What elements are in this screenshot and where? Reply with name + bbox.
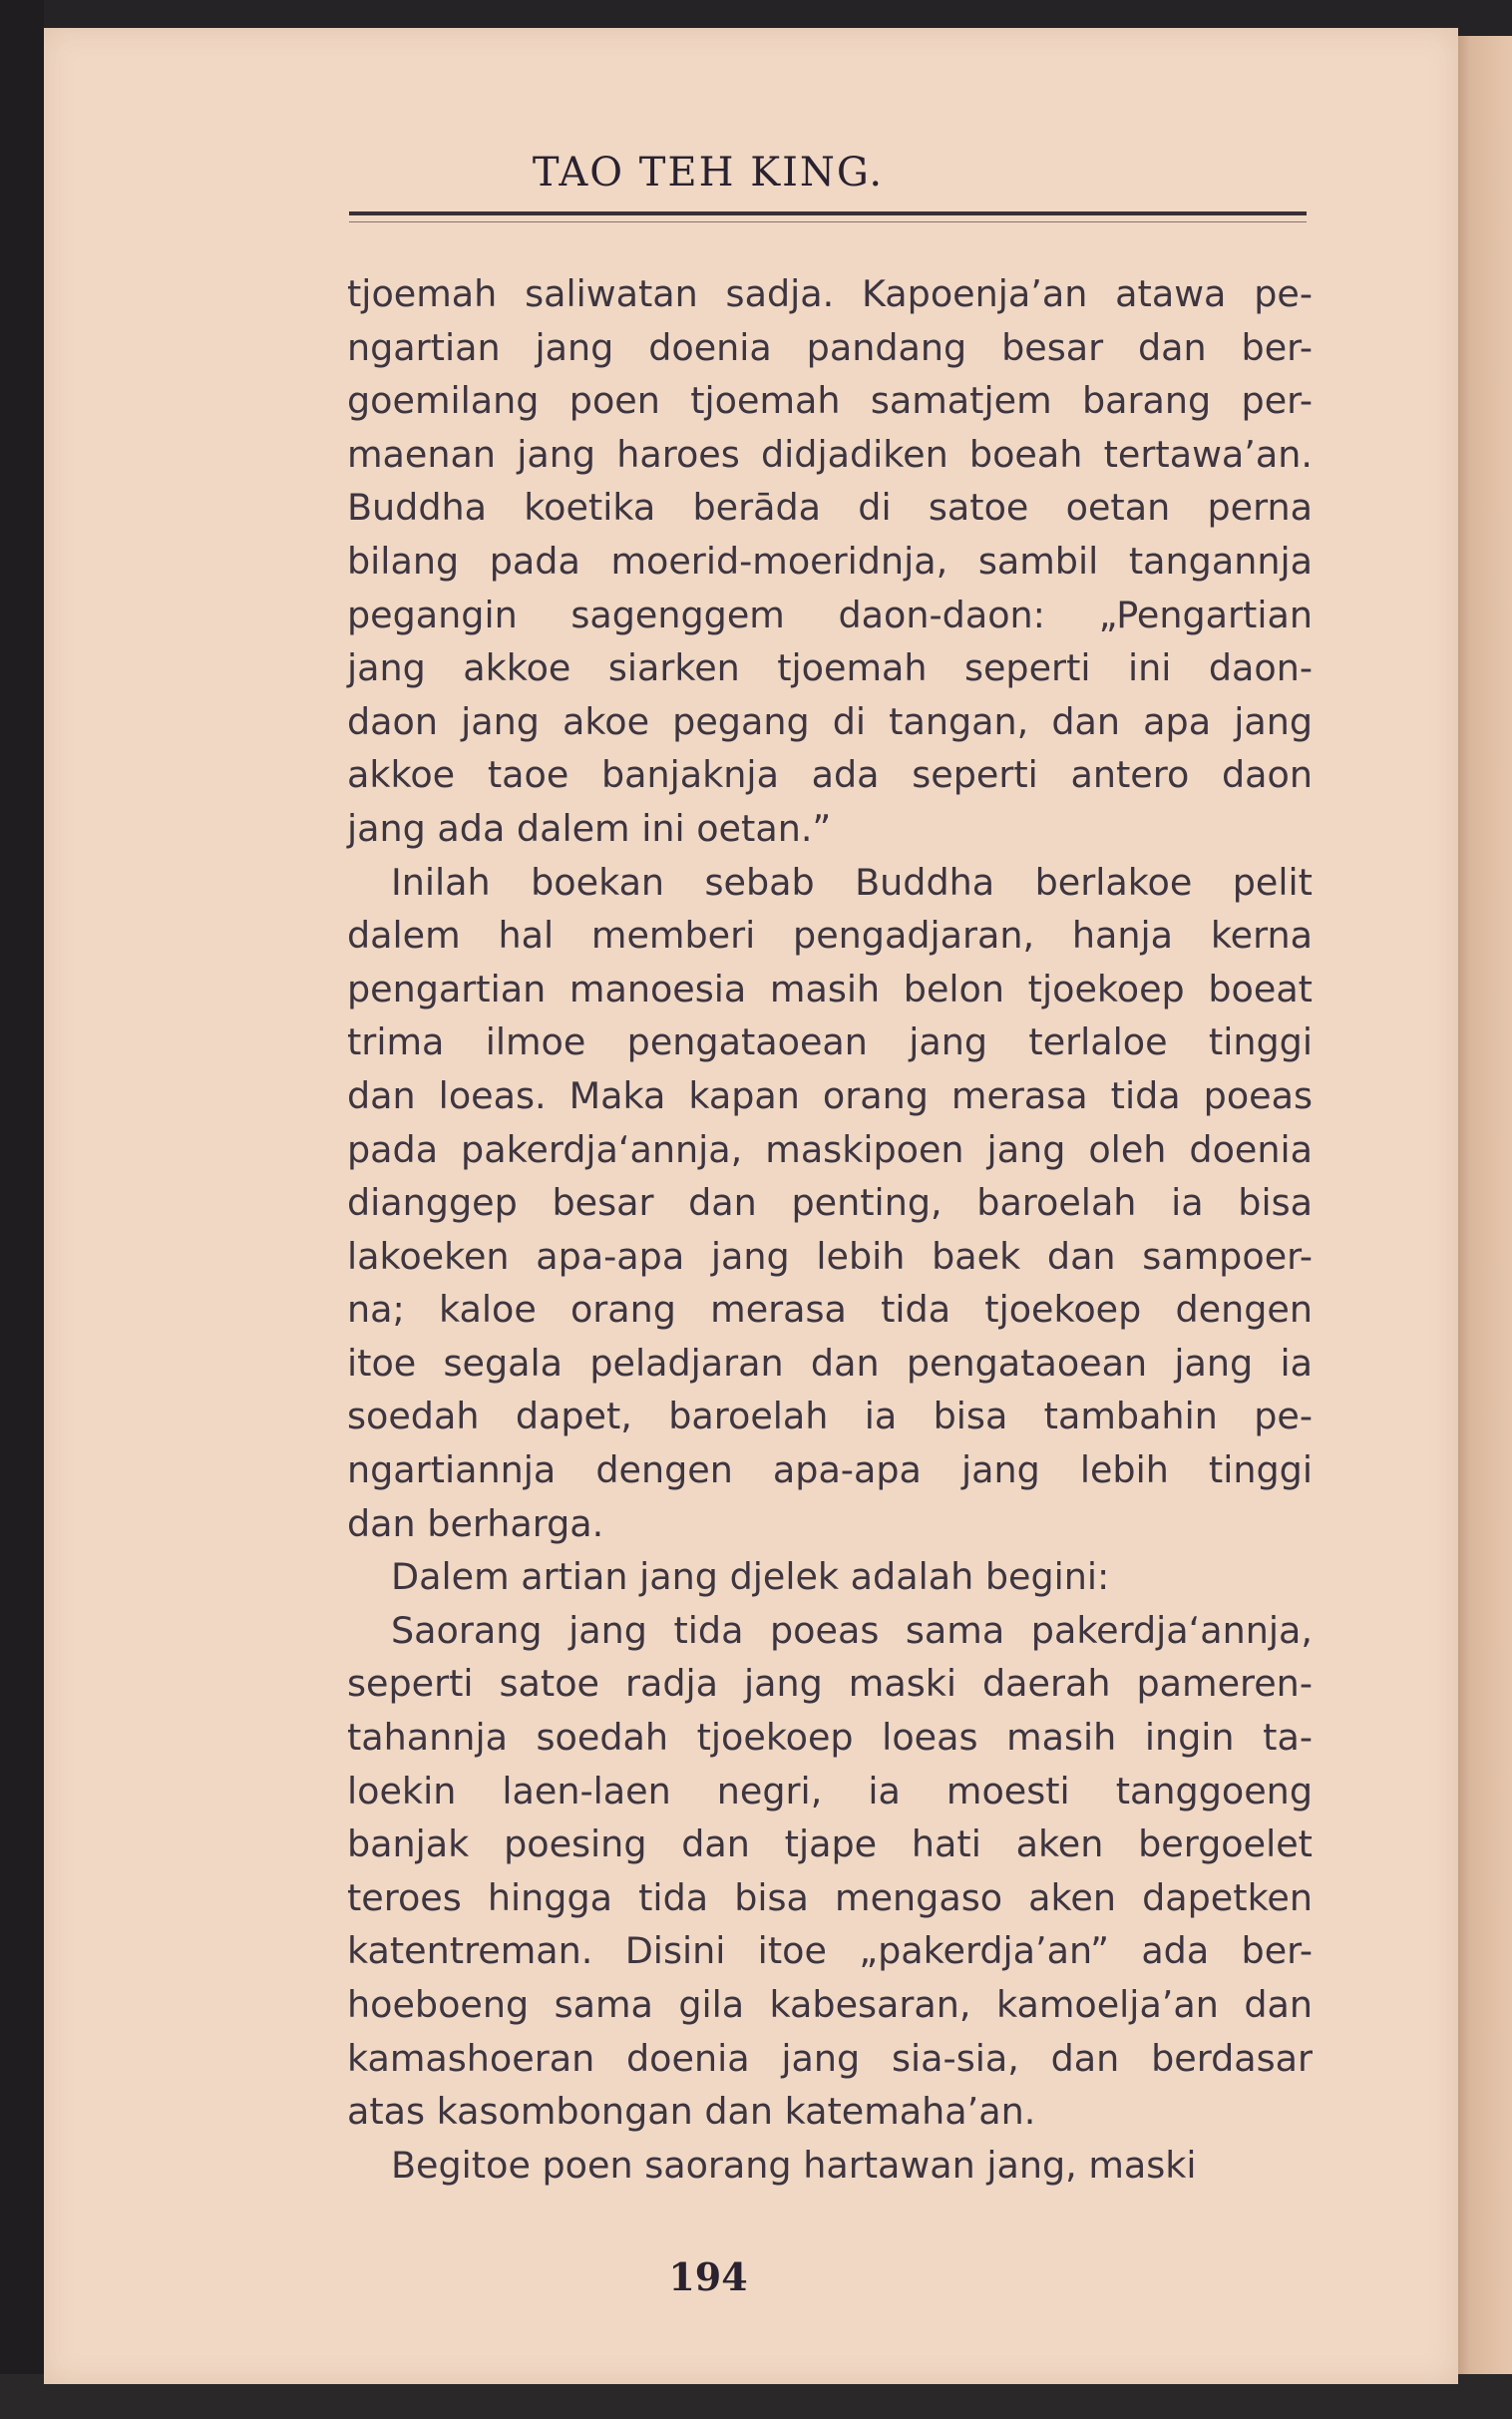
text-line-content: goemilang poen tjoemah samatjem barang per- [347,379,1313,423]
text-line-content: ngartian jang doenia pandang besar dan ber- [347,325,1313,369]
text-line-content: tjoemah saliwatan sadja. Kapoenja’an atawa pe- [347,272,1313,315]
text-line-content: jang ada dalem ini oetan.” [347,806,832,850]
text-line-content: na; kaloe orang merasa tida tjoekoep dengen [347,1288,1313,1332]
text-line [347,1817,1313,1871]
text-line [347,856,1313,910]
text-line [347,321,1313,375]
text-line-content: lakoeken apa-apa jang lebih baek dan sampoer- [347,1234,1313,1278]
text-line-content: loekin laen-laen negri, ia moesti tanggoeng [347,1769,1313,1813]
text-line-content: bilang pada moerid-moeridnja, sambil tangannja [347,539,1313,583]
text-line [347,2139,1313,2193]
text-line-content: seperti satoe radja jang maski daerah pameren- [347,1662,1313,1706]
text-line [347,535,1313,589]
text-line-content: pada pakerdja‘annja, maskipoen jang oleh doenia [347,1127,1313,1171]
text-line [347,1657,1313,1711]
text-line [347,1123,1313,1177]
text-line [347,748,1313,802]
text-line [347,641,1313,695]
text-line-content: Saorang jang tida poeas sama pakerdja‘annja, [391,1608,1313,1652]
text-line-content: ngartiannja dengen apa-apa jang lebih tinggi [347,1448,1313,1492]
text-line-content: Inilah boekan sebab Buddha berlakoe pelit [391,860,1313,904]
text-line [347,1711,1313,1765]
text-line-content: dalem hal memberi pengadjaran, hanja kerna [347,914,1313,958]
text-line-content: itoe segala peladjaran dan pengataoean jang ia [347,1341,1313,1385]
header-rule-thin [349,221,1307,222]
text-line-content: dan loeas. Maka kapan orang merasa tida poeas [347,1073,1313,1117]
text-line [347,1550,1313,1604]
text-line-content: Dalem artian jang djelek adalah begini: [391,1555,1110,1599]
text-line [347,1069,1313,1123]
text-line-content: dianggep besar dan penting, baroelah ia bisa [347,1181,1313,1225]
text-line [347,1283,1313,1337]
text-line [347,481,1313,535]
text-line [347,2032,1313,2086]
text-line [347,267,1313,321]
text-line [347,802,1313,856]
text-line [347,1390,1313,1443]
text-line-content: soedah dapet, baroelah ia bisa tambahin pe- [347,1395,1313,1438]
text-line [347,428,1313,482]
text-line-content: maenan jang haroes didjadiken boeah tertawa’an. [347,432,1313,476]
text-line-content: tahannja soedah tjoekoep loeas masih ingin ta- [347,1716,1313,1760]
text-line-content: Buddha koetika berāda di satoe oetan perna [347,486,1313,530]
text-line-content: dan berharga. [347,1501,604,1545]
body-text [347,267,1313,2192]
text-line [347,963,1313,1016]
text-line [347,589,1313,642]
text-line [347,1765,1313,1818]
text-line [347,1230,1313,1284]
text-line-content: Begitoe poen saorang hartawan jang, maski [391,2143,1197,2187]
text-line-content: teroes hingga tida bisa mengaso aken dapetken [347,1875,1313,1919]
text-line [347,1337,1313,1391]
text-line-content: trima ilmoe pengataoean jang terlaloe tinggi [347,1020,1313,1064]
text-line [347,1497,1313,1551]
text-line [347,909,1313,963]
text-line-content: pegangin sagenggem daon-daon: „Pengartian [347,593,1313,636]
text-line [347,1176,1313,1230]
text-line-content: atas kasombongan dan katemaha’an. [347,2090,1036,2134]
text-line-content: katentreman. Disini itoe „pakerdja’an” ada ber- [347,1929,1313,1973]
text-line-content: kamashoeran doenia jang sia-sia, dan berdasar [347,2036,1313,2080]
text-line-content: hoeboeng sama gila kabesaran, kamoelja’an dan [347,1983,1313,2026]
text-line [347,1443,1313,1497]
text-line [347,1871,1313,1925]
scan-left-border [0,0,44,2419]
text-line-content: daon jang akoe pegang di tangan, dan apa jang [347,699,1313,743]
header-rule [349,211,1307,215]
text-line-content: banjak poesing dan tjape hati aken bergoelet [347,1822,1313,1866]
text-line [347,2085,1313,2139]
text-line-content: pengartian manoesia masih belon tjoekoep boeat [347,967,1313,1010]
text-line-content: akkoe taoe banjaknja ada seperti antero daon [347,753,1313,797]
text-line [347,374,1313,428]
text-line-content: jang akkoe siarken tjoemah seperti ini daon- [347,646,1313,690]
running-header: TAO TEH KING. [532,150,885,196]
text-line [347,1015,1313,1069]
text-line [347,1604,1313,1658]
text-line [347,695,1313,749]
page-number: 194 [668,2254,748,2299]
text-line [347,1978,1313,2032]
text-line [347,1924,1313,1978]
